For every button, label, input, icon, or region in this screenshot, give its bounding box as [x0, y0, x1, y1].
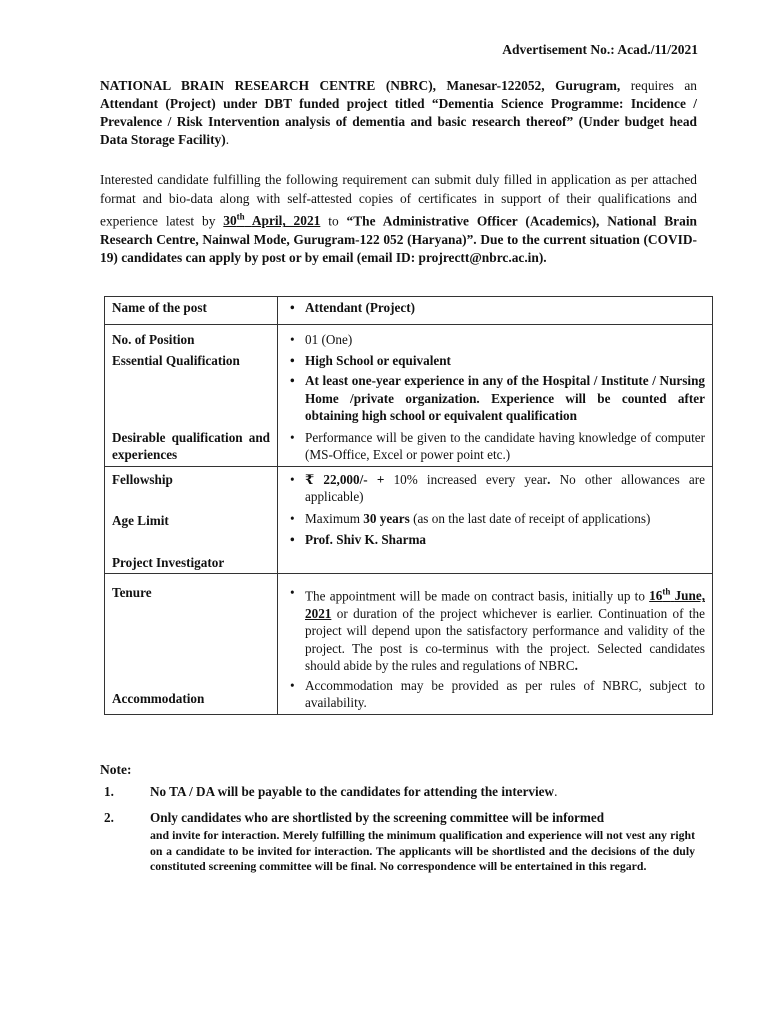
requirements-table — [104, 296, 713, 715]
application-text: Interested candidate fulfilling the following requirement can submit duly filled in application as per attached format and bio-data along with self-attested copies of certificates in support of their qualifications and experience latest by — [100, 172, 697, 229]
intro-requires: requires an — [630, 78, 697, 93]
fellowship-label: Fellowship Age Limit Project Investigator — [105, 466, 278, 574]
age-value: • Maximum 30 years (as on the last date of receipt of applications) — [305, 510, 705, 528]
application-paragraph — [100, 171, 697, 268]
accommodation-label: Accommodation — [112, 690, 205, 706]
essential-label: Essential Qualification — [112, 352, 240, 368]
intro-paragraph — [100, 77, 697, 149]
advertisement-number: Advertisement No.: Acad./11/2021 — [502, 42, 698, 57]
project-title: Attendant (Project) under DBT funded project titled “Dementia Science Programme: Incidence / Prevalence / Risk Intervention analysis of dementia and basic research thereof” (Under budget head Data Storage Facility) — [100, 96, 697, 147]
organization-name: NATIONAL BRAIN RESEARCH CENTRE (NBRC), Manesar-122052, Gurugram, — [100, 78, 621, 93]
desirable-value: • Performance will be given to the candidate having knowledge of computer (MS-Office, Excel or power point etc.) — [305, 429, 705, 464]
fellowship-age-pi-cell — [278, 466, 713, 574]
age-label: Age Limit — [112, 513, 169, 528]
positions-essential-cell — [278, 325, 713, 427]
tenure-label: Tenure Accommodation — [105, 574, 278, 715]
application-to: to — [328, 213, 339, 229]
positions-value: • 01 (One) — [305, 331, 705, 349]
tenure-accommodation-cell — [278, 574, 713, 715]
post-value: • Attendant (Project) — [305, 299, 705, 317]
note-heading: Note: — [100, 762, 132, 777]
tenure-value: • The appointment will be made on contract basis, initially up to 16th June, 2021 or duration of the project whichever is earlier. Continuation of the project will depend upon the satisfactory performance and validity of the project. The post is co-terminus with the project. Selected candidates should abide by the rules and regulations of NBRC. — [305, 584, 705, 675]
essential-item-2: • At least one-year experience in any of the Hospital / Institute / Nursing Home /private organization. Experience will be counted after obtaining high school or equivalent qualification — [305, 372, 705, 425]
last-date: 30th April, 2021 — [223, 212, 321, 229]
accommodation-value: • Accommodation may be provided as per rules of NBRC, subject to availability. — [305, 677, 705, 712]
application-address: “The Administrative Officer (Academics), National Brain Research Centre, Nainwal Mode, Gurugram-122 052 (Haryana)”. Due to the current situation (COVID-19) candidates can apply by post or by email (email ID: projrectt@nbrc.ac.in). — [100, 213, 697, 266]
essential-item-1: • High School or equivalent — [305, 352, 705, 370]
post-value-cell — [278, 297, 713, 325]
fellowship-value: • ₹ 22,000/- + 10% increased every year. No other allowances are applicable) — [305, 471, 705, 506]
post-label: Name of the post — [105, 297, 278, 325]
positions-label: No. of Position Essential Qualification — [105, 325, 278, 427]
desirable-label: Desirable qualification and experiences — [105, 427, 278, 467]
desirable-cell — [278, 427, 713, 467]
pi-label: Project Investigator — [112, 554, 225, 570]
pi-value: • Prof. Shiv K. Sharma — [305, 531, 705, 559]
intro-end: . — [225, 132, 230, 147]
